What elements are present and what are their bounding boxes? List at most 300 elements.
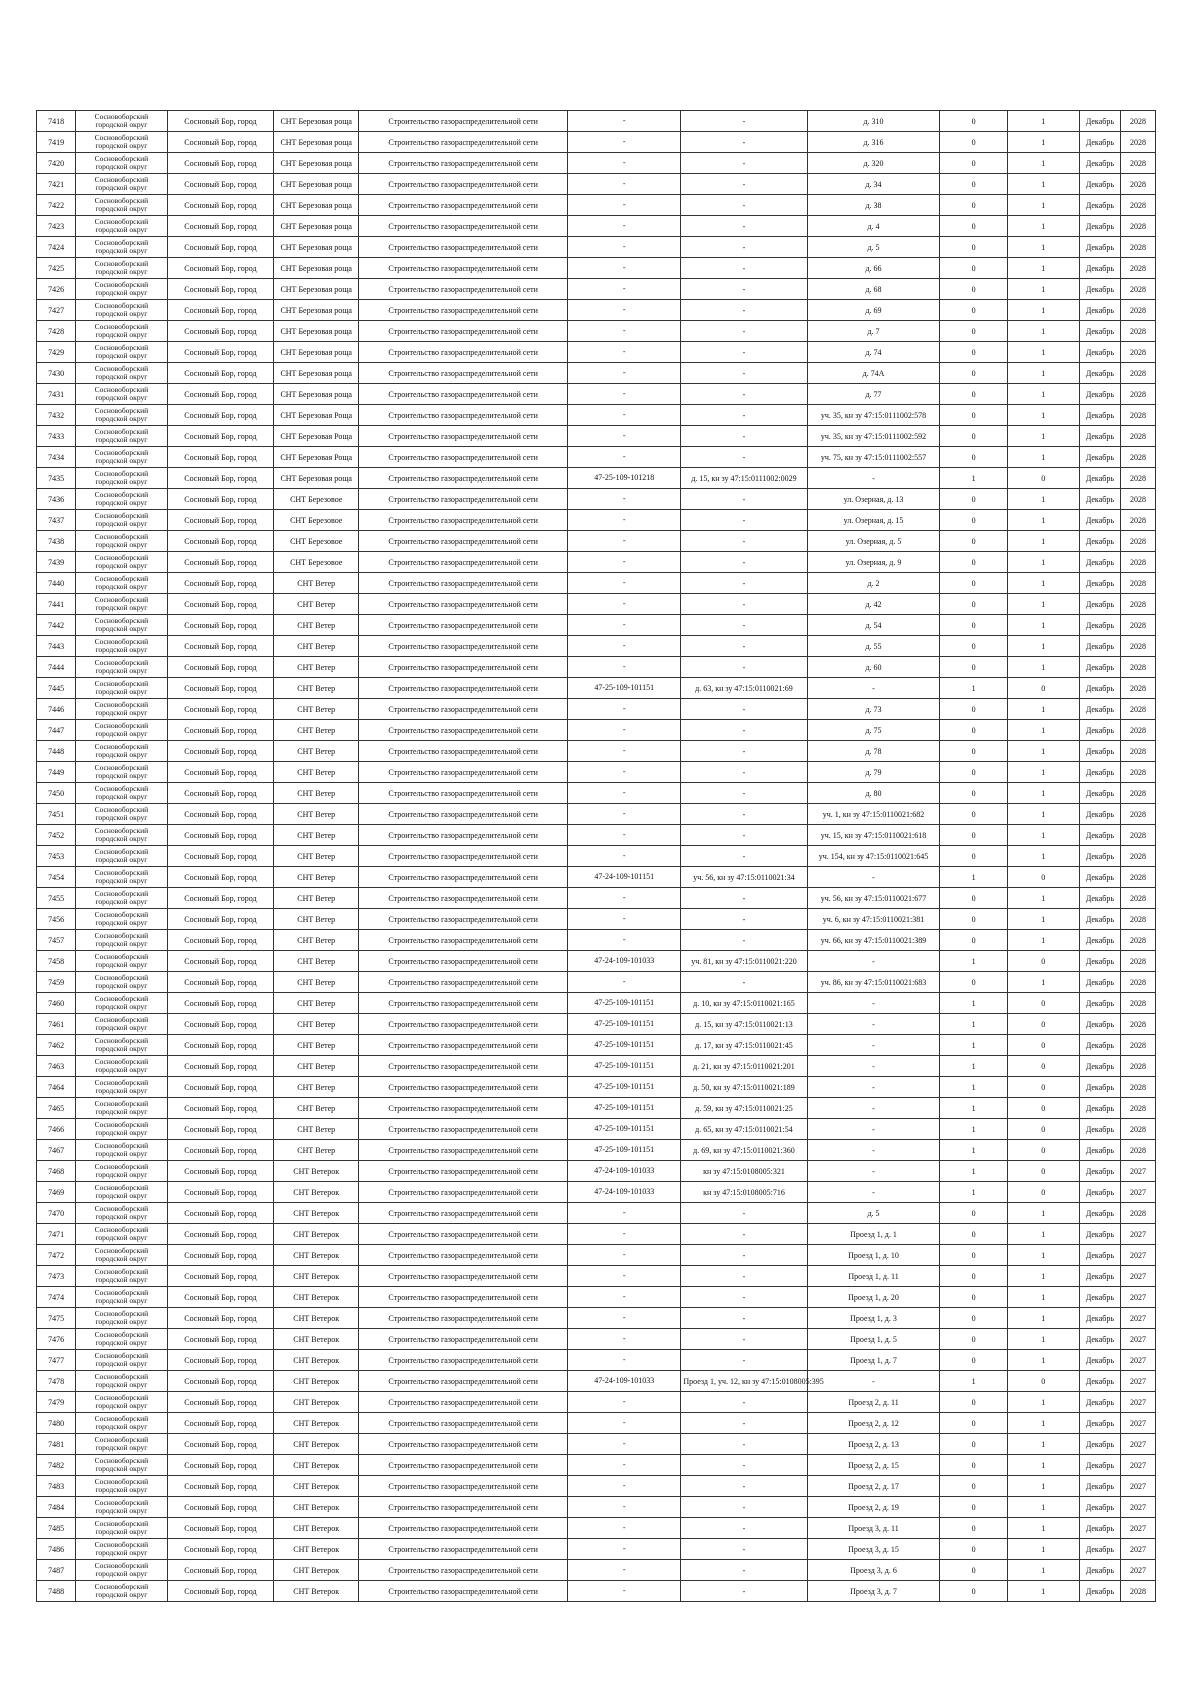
cadastral-cell: - [681,615,807,636]
count-planned-cell: 0 [1007,678,1079,699]
municipality-cell: Сосновоборский городской округ [76,195,167,216]
count-existing-cell: 0 [940,720,1007,741]
object-id-cell: - [568,573,681,594]
table-row [37,300,1156,321]
cadastral-cell: - [681,1392,807,1413]
locality-cell: СНТ Ветерок [274,1518,359,1539]
cadastral-cell: - [681,405,807,426]
address-cell: - [807,678,940,699]
work-type-cell: Строительство газораспределительной сети [359,1098,568,1119]
municipality-cell: Сосновоборский городской округ [76,1413,167,1434]
municipality-cell: Сосновоборский городской округ [76,300,167,321]
year-cell: 2028 [1121,195,1156,216]
settlement-cell: Сосновый Бор, город [167,1203,274,1224]
month-cell: Декабрь [1079,279,1120,300]
locality-cell: СНТ Березовая Роща [274,447,359,468]
address-cell: Проезд 3, д. 15 [807,1539,940,1560]
table-row [37,132,1156,153]
settlement-cell: Сосновый Бор, город [167,1077,274,1098]
settlement-cell: Сосновый Бор, город [167,174,274,195]
year-cell: 2028 [1121,594,1156,615]
work-type-cell: Строительство газораспределительной сети [359,1581,568,1602]
year-cell: 2028 [1121,951,1156,972]
count-planned-cell: 1 [1007,1329,1079,1350]
municipality-cell: Сосновоборский городской округ [76,615,167,636]
table-row [37,1182,1156,1203]
cadastral-cell: - [681,783,807,804]
count-existing-cell: 1 [940,1056,1007,1077]
settlement-cell: Сосновый Бор, город [167,1476,274,1497]
table-row [37,867,1156,888]
table-row [37,1350,1156,1371]
cadastral-cell: - [681,552,807,573]
locality-cell: СНТ Ветерок [274,1413,359,1434]
year-cell: 2028 [1121,363,1156,384]
settlement-cell: Сосновый Бор, город [167,573,274,594]
address-cell: д. 75 [807,720,940,741]
count-existing-cell: 0 [940,216,1007,237]
count-planned-cell: 0 [1007,1035,1079,1056]
settlement-cell: Сосновый Бор, город [167,741,274,762]
year-cell: 2028 [1121,657,1156,678]
count-existing-cell: 0 [940,1224,1007,1245]
address-cell: ул. Озерная, д. 9 [807,552,940,573]
count-existing-cell: 0 [940,846,1007,867]
year-cell: 2027 [1121,1182,1156,1203]
count-existing-cell: 0 [940,1539,1007,1560]
municipality-cell: Сосновоборский городской округ [76,363,167,384]
year-cell: 2027 [1121,1350,1156,1371]
count-planned-cell: 1 [1007,489,1079,510]
address-cell: Проезд 3, д. 7 [807,1581,940,1602]
address-cell: д. 74 [807,342,940,363]
settlement-cell: Сосновый Бор, город [167,867,274,888]
cadastral-cell: д. 17, кн зу 47:15:0110021:45 [681,1035,807,1056]
municipality-cell: Сосновоборский городской округ [76,489,167,510]
month-cell: Декабрь [1079,237,1120,258]
object-id-cell: - [568,552,681,573]
cadastral-cell: - [681,300,807,321]
count-planned-cell: 1 [1007,825,1079,846]
municipality-cell: Сосновоборский городской округ [76,279,167,300]
month-cell: Декабрь [1079,573,1120,594]
locality-cell: СНТ Березовая роща [274,174,359,195]
month-cell: Декабрь [1079,1413,1120,1434]
table-row [37,972,1156,993]
row-number-cell: 7472 [37,1245,76,1266]
count-existing-cell: 0 [940,321,1007,342]
settlement-cell: Сосновый Бор, город [167,993,274,1014]
table-row [37,909,1156,930]
cadastral-cell: Проезд 1, уч. 12, кн зу 47:15:0108005:395 [681,1371,807,1392]
cadastral-cell: д. 59, кн зу 47:15:0110021:25 [681,1098,807,1119]
object-id-cell: - [568,1392,681,1413]
address-cell: уч. 6, кн зу 47:15:0110021:381 [807,909,940,930]
municipality-cell: Сосновоборский городской округ [76,552,167,573]
cadastral-cell: - [681,1455,807,1476]
month-cell: Декабрь [1079,930,1120,951]
object-id-cell: 47-24-109-101151 [568,867,681,888]
object-id-cell: 47-25-109-101151 [568,1119,681,1140]
table-row [37,993,1156,1014]
count-planned-cell: 1 [1007,1434,1079,1455]
month-cell: Декабрь [1079,111,1120,132]
row-number-cell: 7432 [37,405,76,426]
settlement-cell: Сосновый Бор, город [167,195,274,216]
cadastral-cell: - [681,1476,807,1497]
count-existing-cell: 0 [940,1497,1007,1518]
work-type-cell: Строительство газораспределительной сети [359,552,568,573]
object-id-cell: - [568,741,681,762]
address-cell: Проезд 2, д. 12 [807,1413,940,1434]
address-cell: - [807,1098,940,1119]
row-number-cell: 7468 [37,1161,76,1182]
table-row [37,426,1156,447]
object-id-cell: - [568,1434,681,1455]
year-cell: 2028 [1121,972,1156,993]
address-cell: д. 69 [807,300,940,321]
year-cell: 2028 [1121,993,1156,1014]
row-number-cell: 7476 [37,1329,76,1350]
locality-cell: СНТ Ветер [274,1014,359,1035]
row-number-cell: 7480 [37,1413,76,1434]
address-cell: д. 73 [807,699,940,720]
table-row [37,888,1156,909]
cadastral-cell: - [681,237,807,258]
object-id-cell: - [568,1518,681,1539]
count-planned-cell: 1 [1007,1287,1079,1308]
municipality-cell: Сосновоборский городской округ [76,468,167,489]
object-id-cell: - [568,930,681,951]
address-cell: Проезд 2, д. 19 [807,1497,940,1518]
row-number-cell: 7455 [37,888,76,909]
count-existing-cell: 0 [940,804,1007,825]
address-cell: уч. 35, кн зу 47:15:0111002:592 [807,426,940,447]
municipality-cell: Сосновоборский городской округ [76,846,167,867]
settlement-cell: Сосновый Бор, город [167,804,274,825]
address-cell: - [807,867,940,888]
year-cell: 2028 [1121,1119,1156,1140]
count-planned-cell: 1 [1007,279,1079,300]
cadastral-cell: д. 69, кн зу 47:15:0110021:360 [681,1140,807,1161]
address-cell: д. 54 [807,615,940,636]
month-cell: Декабрь [1079,321,1120,342]
year-cell: 2028 [1121,1140,1156,1161]
municipality-cell: Сосновоборский городской округ [76,1182,167,1203]
count-existing-cell: 1 [940,1371,1007,1392]
address-cell: Проезд 1, д. 3 [807,1308,940,1329]
cadastral-cell: - [681,1245,807,1266]
row-number-cell: 7453 [37,846,76,867]
locality-cell: СНТ Ветерок [274,1434,359,1455]
work-type-cell: Строительство газораспределительной сети [359,930,568,951]
table-row [37,279,1156,300]
table-row [37,321,1156,342]
count-planned-cell: 1 [1007,909,1079,930]
count-existing-cell: 0 [940,825,1007,846]
table-row [37,573,1156,594]
count-planned-cell: 1 [1007,258,1079,279]
count-planned-cell: 1 [1007,657,1079,678]
row-number-cell: 7477 [37,1350,76,1371]
work-type-cell: Строительство газораспределительной сети [359,195,568,216]
locality-cell: СНТ Ветерок [274,1161,359,1182]
locality-cell: СНТ Березовое [274,489,359,510]
object-id-cell: 47-24-109-101033 [568,1182,681,1203]
month-cell: Декабрь [1079,510,1120,531]
address-cell: - [807,1140,940,1161]
municipality-cell: Сосновоборский городской округ [76,258,167,279]
work-type-cell: Строительство газораспределительной сети [359,1056,568,1077]
count-existing-cell: 0 [940,153,1007,174]
year-cell: 2028 [1121,405,1156,426]
year-cell: 2028 [1121,888,1156,909]
address-cell: Проезд 2, д. 17 [807,1476,940,1497]
cadastral-cell: - [681,1560,807,1581]
locality-cell: СНТ Ветер [274,1098,359,1119]
year-cell: 2028 [1121,258,1156,279]
row-number-cell: 7485 [37,1518,76,1539]
settlement-cell: Сосновый Бор, город [167,1014,274,1035]
count-planned-cell: 1 [1007,888,1079,909]
object-id-cell: - [568,174,681,195]
year-cell: 2028 [1121,300,1156,321]
work-type-cell: Строительство газораспределительной сети [359,342,568,363]
count-existing-cell: 0 [940,1560,1007,1581]
cadastral-cell: - [681,846,807,867]
table-row [37,258,1156,279]
count-planned-cell: 0 [1007,1140,1079,1161]
address-cell: Проезд 2, д. 13 [807,1434,940,1455]
work-type-cell: Строительство газораспределительной сети [359,1182,568,1203]
settlement-cell: Сосновый Бор, город [167,657,274,678]
count-existing-cell: 0 [940,657,1007,678]
row-number-cell: 7487 [37,1560,76,1581]
row-number-cell: 7484 [37,1497,76,1518]
settlement-cell: Сосновый Бор, город [167,825,274,846]
table-row [37,1560,1156,1581]
table-row [37,1224,1156,1245]
month-cell: Декабрь [1079,909,1120,930]
count-planned-cell: 1 [1007,720,1079,741]
month-cell: Декабрь [1079,657,1120,678]
cadastral-cell: - [681,930,807,951]
count-planned-cell: 1 [1007,930,1079,951]
count-planned-cell: 1 [1007,300,1079,321]
object-id-cell: - [568,657,681,678]
cadastral-cell: д. 63, кн зу 47:15:0110021:69 [681,678,807,699]
year-cell: 2028 [1121,174,1156,195]
municipality-cell: Сосновоборский городской округ [76,531,167,552]
address-cell: д. 316 [807,132,940,153]
work-type-cell: Строительство газораспределительной сети [359,1560,568,1581]
table-row [37,1308,1156,1329]
address-cell: Проезд 2, д. 15 [807,1455,940,1476]
address-cell: ул. Озерная, д. 13 [807,489,940,510]
object-id-cell: - [568,531,681,552]
row-number-cell: 7469 [37,1182,76,1203]
work-type-cell: Строительство газораспределительной сети [359,1119,568,1140]
month-cell: Декабрь [1079,258,1120,279]
locality-cell: СНТ Ветерок [274,1182,359,1203]
month-cell: Декабрь [1079,1434,1120,1455]
settlement-cell: Сосновый Бор, город [167,153,274,174]
count-planned-cell: 1 [1007,342,1079,363]
count-existing-cell: 1 [940,1077,1007,1098]
municipality-cell: Сосновоборский городской округ [76,594,167,615]
settlement-cell: Сосновый Бор, город [167,489,274,510]
count-existing-cell: 0 [940,384,1007,405]
count-planned-cell: 1 [1007,594,1079,615]
work-type-cell: Строительство газораспределительной сети [359,888,568,909]
count-existing-cell: 0 [940,174,1007,195]
count-planned-cell: 1 [1007,237,1079,258]
work-type-cell: Строительство газораспределительной сети [359,1329,568,1350]
year-cell: 2027 [1121,1329,1156,1350]
row-number-cell: 7434 [37,447,76,468]
settlement-cell: Сосновый Бор, город [167,678,274,699]
count-planned-cell: 1 [1007,426,1079,447]
month-cell: Декабрь [1079,1455,1120,1476]
month-cell: Декабрь [1079,447,1120,468]
object-id-cell: - [568,1329,681,1350]
settlement-cell: Сосновый Бор, город [167,1560,274,1581]
month-cell: Декабрь [1079,468,1120,489]
work-type-cell: Строительство газораспределительной сети [359,258,568,279]
month-cell: Декабрь [1079,405,1120,426]
cadastral-cell: - [681,279,807,300]
object-id-cell: - [568,1287,681,1308]
year-cell: 2028 [1121,930,1156,951]
count-existing-cell: 0 [940,1245,1007,1266]
work-type-cell: Строительство газораспределительной сети [359,1266,568,1287]
count-existing-cell: 0 [940,888,1007,909]
month-cell: Декабрь [1079,1581,1120,1602]
count-planned-cell: 1 [1007,804,1079,825]
count-existing-cell: 0 [940,573,1007,594]
object-id-cell: - [568,510,681,531]
month-cell: Декабрь [1079,1518,1120,1539]
count-existing-cell: 0 [940,510,1007,531]
address-cell: д. 55 [807,636,940,657]
row-number-cell: 7464 [37,1077,76,1098]
table-row [37,1245,1156,1266]
settlement-cell: Сосновый Бор, город [167,510,274,531]
address-cell: - [807,1077,940,1098]
table-row [37,762,1156,783]
month-cell: Декабрь [1079,615,1120,636]
year-cell: 2028 [1121,573,1156,594]
work-type-cell: Строительство газораспределительной сети [359,720,568,741]
table-row [37,699,1156,720]
settlement-cell: Сосновый Бор, город [167,426,274,447]
locality-cell: СНТ Ветер [274,1056,359,1077]
municipality-cell: Сосновоборский городской округ [76,1518,167,1539]
count-planned-cell: 0 [1007,1182,1079,1203]
work-type-cell: Строительство газораспределительной сети [359,594,568,615]
work-type-cell: Строительство газораспределительной сети [359,1497,568,1518]
count-planned-cell: 0 [1007,1077,1079,1098]
address-cell: д. 60 [807,657,940,678]
month-cell: Декабрь [1079,1098,1120,1119]
municipality-cell: Сосновоборский городской округ [76,1140,167,1161]
locality-cell: СНТ Ветер [274,930,359,951]
table-row [37,489,1156,510]
settlement-cell: Сосновый Бор, город [167,1392,274,1413]
count-existing-cell: 1 [940,678,1007,699]
row-number-cell: 7488 [37,1581,76,1602]
table-body [37,111,1156,1602]
work-type-cell: Строительство газораспределительной сети [359,1434,568,1455]
row-number-cell: 7451 [37,804,76,825]
municipality-cell: Сосновоборский городской округ [76,1455,167,1476]
work-type-cell: Строительство газораспределительной сети [359,1287,568,1308]
year-cell: 2028 [1121,909,1156,930]
row-number-cell: 7438 [37,531,76,552]
row-number-cell: 7465 [37,1098,76,1119]
year-cell: 2028 [1121,804,1156,825]
month-cell: Декабрь [1079,678,1120,699]
table-row [37,1203,1156,1224]
row-number-cell: 7471 [37,1224,76,1245]
row-number-cell: 7443 [37,636,76,657]
object-id-cell: - [568,111,681,132]
municipality-cell: Сосновоборский городской округ [76,174,167,195]
count-planned-cell: 1 [1007,132,1079,153]
count-planned-cell: 1 [1007,195,1079,216]
row-number-cell: 7473 [37,1266,76,1287]
work-type-cell: Строительство газораспределительной сети [359,237,568,258]
cadastral-cell: - [681,1518,807,1539]
count-planned-cell: 1 [1007,1392,1079,1413]
address-cell: Проезд 1, д. 7 [807,1350,940,1371]
month-cell: Декабрь [1079,132,1120,153]
year-cell: 2028 [1121,1035,1156,1056]
object-id-cell: - [568,405,681,426]
address-cell: д. 42 [807,594,940,615]
count-planned-cell: 0 [1007,1014,1079,1035]
work-type-cell: Строительство газораспределительной сети [359,1224,568,1245]
table-row [37,111,1156,132]
count-existing-cell: 0 [940,447,1007,468]
month-cell: Декабрь [1079,804,1120,825]
year-cell: 2027 [1121,1560,1156,1581]
locality-cell: СНТ Березовая роща [274,279,359,300]
year-cell: 2028 [1121,132,1156,153]
count-existing-cell: 0 [940,300,1007,321]
settlement-cell: Сосновый Бор, город [167,1581,274,1602]
settlement-cell: Сосновый Бор, город [167,216,274,237]
municipality-cell: Сосновоборский городской округ [76,1035,167,1056]
object-id-cell: 47-24-109-101033 [568,1161,681,1182]
address-cell: Проезд 1, д. 1 [807,1224,940,1245]
year-cell: 2028 [1121,825,1156,846]
count-existing-cell: 0 [940,1203,1007,1224]
cadastral-cell: - [681,363,807,384]
municipality-cell: Сосновоборский городской округ [76,132,167,153]
object-id-cell: - [568,1476,681,1497]
municipality-cell: Сосновоборский городской округ [76,867,167,888]
work-type-cell: Строительство газораспределительной сети [359,783,568,804]
work-type-cell: Строительство газораспределительной сети [359,321,568,342]
cadastral-cell: - [681,153,807,174]
settlement-cell: Сосновый Бор, город [167,342,274,363]
cadastral-cell: - [681,258,807,279]
locality-cell: СНТ Березовая роща [274,342,359,363]
count-planned-cell: 1 [1007,1560,1079,1581]
year-cell: 2027 [1121,1266,1156,1287]
year-cell: 2028 [1121,741,1156,762]
